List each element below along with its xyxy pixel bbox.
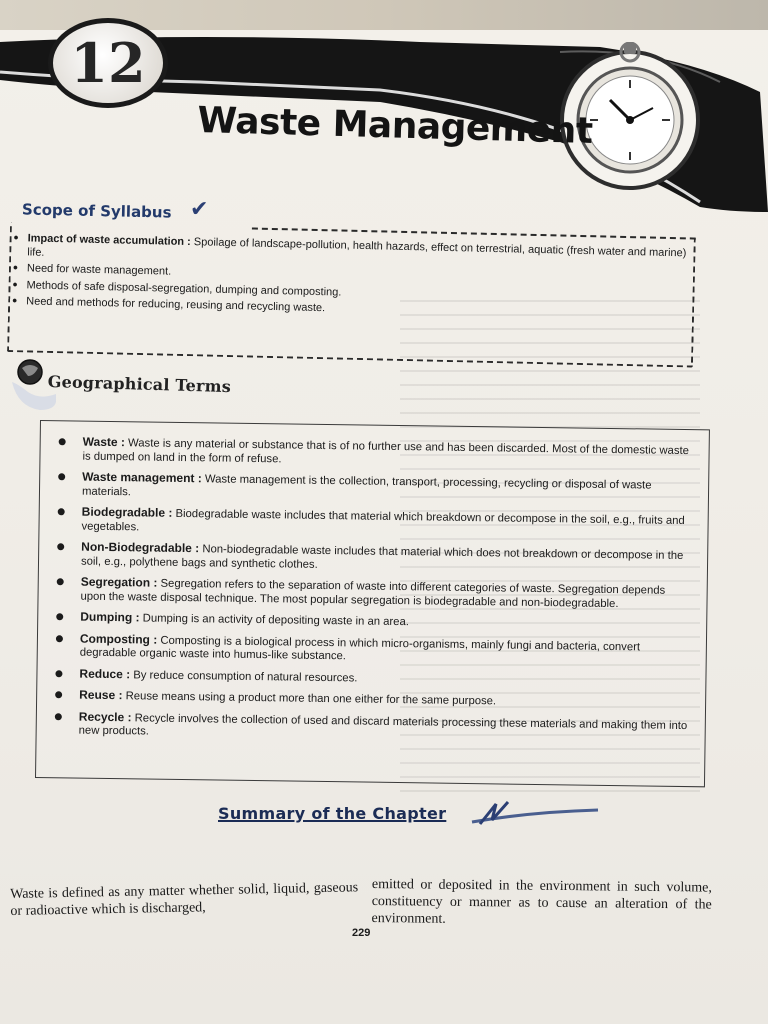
chapter-number: 12 [48, 18, 168, 108]
term-item [79, 689, 691, 712]
term-name: Waste : [82, 434, 126, 450]
summary-right-column: emitted or deposited in the environment in such volume, constituency or manner as to cause an alteration of the environment. [371, 876, 712, 927]
term-definition: Reuse means using a product more than one either for the same purpose. [122, 690, 497, 708]
term-item [82, 471, 694, 508]
scope-heading: Scope of Syllabus [21, 200, 172, 222]
scope-item-text: Need for waste management. [26, 262, 172, 278]
term-definition: Waste is any material or substance that is of no further use and has been discarded. Most of the domestic waste is dumped on land in the form of refuse. [82, 437, 690, 465]
geo-terms-box [35, 420, 710, 787]
term-name: Dumping : [80, 609, 140, 625]
term-definition: Biodegradable waste includes that material which breakdown or decompose in the soil, e.g., fruits and vegetables. [81, 507, 685, 533]
term-item [80, 576, 692, 613]
term-definition: Waste management is the collection, transport, processing, recycling or disposal of waste materials. [81, 473, 652, 498]
term-definition: Dumping is an activity of depositing waste in an area. [139, 612, 410, 629]
scope-item-text: Need and methods for reducing, reusing and recycling waste. [26, 295, 326, 315]
term-item [81, 541, 693, 578]
term-item [81, 506, 693, 543]
term-item [80, 611, 692, 634]
chapter-title: Waste Management [196, 100, 594, 153]
pen-swoosh-icon [470, 798, 600, 828]
page-number: 229 [352, 927, 371, 939]
checkmark-icon: ✔ [190, 196, 209, 221]
term-name: Non-Biodegradable : [81, 539, 200, 556]
term-name: Recycle : [78, 709, 132, 724]
scope-item-bold: Impact of waste accumulation : [27, 232, 191, 249]
term-item [79, 710, 691, 747]
term-definition: Recycle involves the collection of used and discard materials processing these materials and making them into new products. [78, 711, 688, 738]
summary-heading: Summary of the Chapter [218, 804, 447, 823]
scope-list [10, 222, 694, 324]
scope-item-text: Spoilage of landscape-pollution, health hazards, effect on terrestrial, aquatic (fresh water and marine) life. [27, 236, 687, 260]
term-name: Segregation : [80, 574, 158, 590]
scope-item-text: Methods of safe disposal-segregation, dumping and composting. [26, 278, 342, 299]
term-name: Composting : [79, 631, 158, 647]
term-name: Waste management : [82, 469, 202, 486]
term-name: Reuse : [79, 687, 123, 703]
summary-left-column: Waste is defined as any matter whether solid, liquid, gaseous or radioactive which is discharged, [10, 880, 359, 919]
geo-terms-heading: Geographical Terms [47, 372, 232, 397]
term-definition: By reduce consumption of natural resources. [130, 668, 358, 684]
geo-terms-list [37, 421, 709, 747]
term-name: Reduce : [79, 666, 131, 681]
term-definition: Segregation refers to the separation of waste into different categories of waste. Segregation depends upon the waste disposal technique. The most popular segregation is biodegradable and non-biodegradable. [80, 577, 666, 610]
term-item [79, 667, 691, 690]
term-definition: Non-biodegradable waste includes that material which does not breakdown or decompose in the soil, e.g., polythene bags and synthetic clothes. [80, 543, 684, 571]
term-item [82, 436, 694, 473]
term-definition: Composting is a biological process in which micro-organisms, mainly fungi and bacteria, convert degradable organic waste into humus-like substance. [79, 634, 641, 663]
term-item [80, 632, 692, 669]
scope-box [7, 222, 696, 368]
term-name: Biodegradable : [81, 504, 173, 520]
